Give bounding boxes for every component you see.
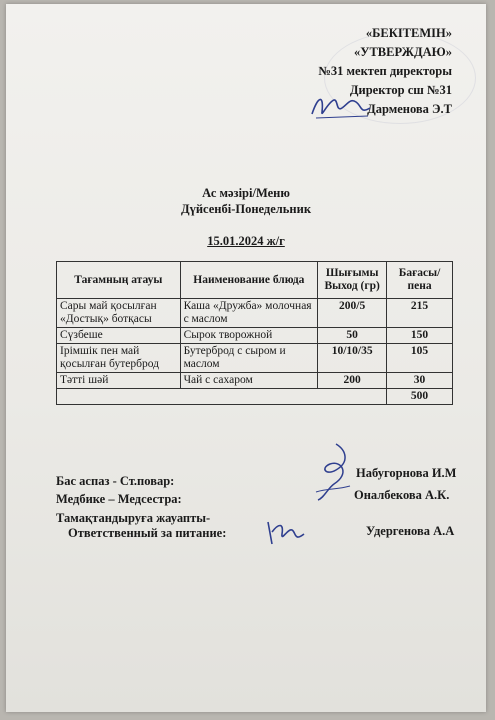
day-title: Дүйсенбі-Понедельник: [180, 202, 312, 216]
responsible-signature: [264, 516, 310, 548]
table-row: [57, 373, 453, 389]
approval-line-2: «УТВЕРЖДАЮ»: [354, 45, 452, 59]
total-spacer: [57, 389, 387, 405]
approval-line-5: Дарменова Э.Т: [367, 102, 452, 116]
dish-kz: Сары май қосылған «Достық» ботқасы: [57, 299, 181, 328]
nurse-label: Медбике – Медсестра:: [56, 492, 182, 506]
header-kz-name: Тағамның атауы: [57, 262, 181, 299]
director-signature: [308, 88, 378, 124]
dish-ru: Сырок творожной: [180, 328, 318, 344]
menu-table: [56, 261, 453, 405]
responsible-label-ru: Ответственный за питание:: [68, 526, 227, 540]
table-row: [57, 344, 453, 373]
total-price: 500: [387, 389, 453, 405]
table-row: [57, 299, 453, 328]
dish-kz: Тәтті шәй: [57, 373, 181, 389]
table-row: [57, 328, 453, 344]
header-ru-name: Наименование блюда: [180, 262, 318, 299]
table-header-row: [57, 262, 453, 299]
dish-price: 215: [387, 299, 453, 328]
dish-price: 150: [387, 328, 453, 344]
responsible-label-kz: Тамақтандыруға жауапты-: [56, 511, 211, 525]
approval-line-3: №31 мектеп директоры: [318, 64, 452, 78]
dish-ru: Каша «Дружба» молочная с маслом: [180, 299, 318, 328]
dish-price: 30: [387, 373, 453, 389]
menu-title: Ас мәзірі/Меню: [202, 186, 290, 200]
dish-yield: 10/10/35: [318, 344, 387, 373]
table-total-row: [57, 389, 453, 405]
chef-label: Бас аспаз - Ст.повар:: [56, 474, 175, 488]
dish-yield: 50: [318, 328, 387, 344]
dish-ru: Чай с сахаром: [180, 373, 318, 389]
dish-price: 105: [387, 344, 453, 373]
chef-signature: [306, 440, 366, 506]
approval-line-4: Директор сш №31: [349, 83, 452, 97]
dish-yield: 200: [318, 373, 387, 389]
nurse-name: Оналбекова А.К.: [354, 488, 450, 502]
chef-name: Набугорнова И.М: [356, 466, 457, 480]
dish-ru: Бутерброд с сыром и маслом: [180, 344, 318, 373]
dish-yield: 200/5: [318, 299, 387, 328]
dish-kz: Ірімшік пен май қосылған бутерброд: [57, 344, 181, 373]
date-title: 15.01.2024 ж/г: [207, 234, 285, 248]
menu-document: [6, 4, 486, 712]
approval-line-1: «БЕКІТЕМІН»: [365, 26, 452, 40]
responsible-name: Удергенова А.А: [366, 524, 455, 538]
header-price: Бағасы/ пена: [387, 262, 453, 299]
dish-kz: Сүзбеше: [57, 328, 181, 344]
header-yield: Шығымы Выход (гр): [318, 262, 387, 299]
